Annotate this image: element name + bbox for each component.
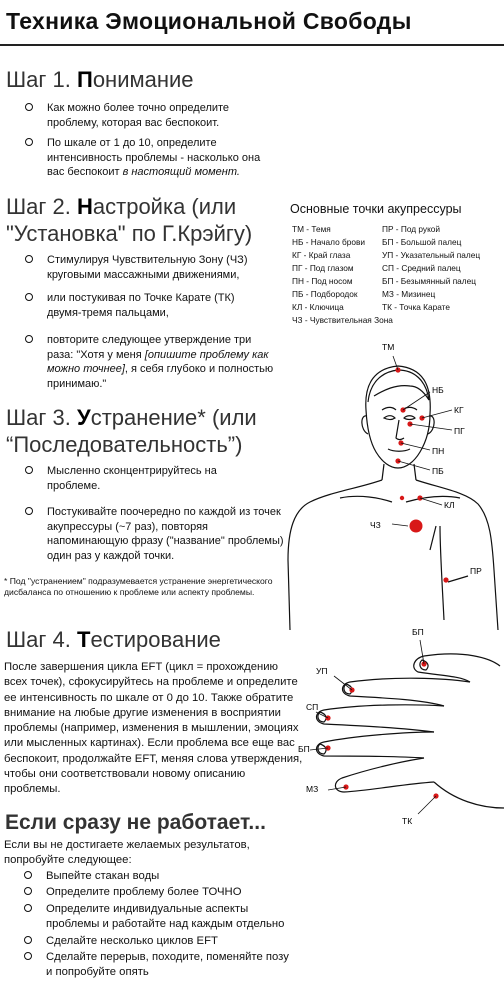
step4-cap: Т — [77, 627, 91, 652]
bullet-dot-icon — [25, 466, 33, 474]
step4-heading — [6, 626, 221, 653]
legend-left-4: ПГ - Под глазом — [292, 263, 354, 273]
legend-left-1: ТМ - Темя — [292, 224, 331, 234]
bullet-dot-icon — [24, 887, 32, 895]
bullet-dot-icon — [24, 904, 32, 912]
label-kl: КЛ — [444, 500, 455, 510]
fail-bullet-text: Определите индивидуальные аспекты проблемы и работайте над каждым отдельно — [46, 903, 285, 931]
label-sp: СП — [306, 702, 319, 712]
step2-heading — [6, 193, 252, 247]
legend-right-3: УП - Указательный палец — [382, 250, 481, 260]
step2-bullet-3 — [47, 333, 277, 391]
step2-bullet-text: повторите следующее утверждение три раза: "Хотя у меня — [47, 334, 252, 361]
legend-left-3: КГ - Край глаза — [292, 250, 351, 260]
step2-rest: астройка (или — [92, 194, 237, 219]
step4-prefix: Шаг 4. — [6, 627, 77, 652]
step1-bullet-1 — [47, 101, 247, 130]
fail-bullet-text: Определите проблему более ТОЧНО — [46, 886, 242, 898]
step3-rest: странение* (или — [90, 405, 257, 430]
body-diagram — [280, 330, 504, 630]
label-tm: ТМ — [382, 342, 395, 352]
legend-left-6: ПБ - Подбородок — [292, 289, 358, 299]
step3-heading-line2: “Последовательность”) — [6, 432, 243, 457]
fail-bullet-5 — [46, 950, 296, 981]
label-kg: КГ — [454, 405, 464, 415]
legend-right-7: ТК - Точка Карате — [382, 302, 450, 312]
label-pb: ПБ — [432, 466, 444, 476]
legend-left-5: ПН - Под носом — [292, 276, 353, 286]
step2-tail: , я себя глубоко и полностью принимаю." — [47, 363, 274, 390]
step1-bullet-text: Как можно более точно определите проблему, которая вас беспокоит. — [47, 102, 230, 129]
bullet-dot-icon — [25, 507, 33, 515]
fail-heading: Если сразу не работает... — [5, 811, 266, 834]
legend-left-7: КЛ - Ключица — [292, 302, 344, 312]
step1-emphasis: в настоящий момент. — [122, 166, 240, 178]
label-chz: ЧЗ — [370, 520, 381, 530]
label-nb: НБ — [432, 385, 444, 395]
step4-rest: естирование — [90, 627, 221, 652]
point-pr — [443, 577, 448, 582]
bullet-dot-icon — [25, 255, 33, 263]
point-chz — [410, 520, 423, 533]
legend-last: ЧЗ - Чувствительная Зона — [292, 315, 393, 325]
step3-bullet-text: Постукивайте поочередно по каждой из точек акупрессуры (~7 раз), повторяя напоминающую фразу ("название" проблемы) один раз у каждой точки. — [47, 506, 284, 562]
label-tk: ТК — [402, 816, 413, 826]
step1-bullet-2 — [47, 136, 277, 180]
step2-bullet-1 — [47, 253, 282, 282]
point-kl-2 — [400, 496, 404, 500]
label-bp1: БП — [412, 627, 424, 637]
legend-right-6: МЗ - Мизинец — [382, 289, 436, 299]
bullet-dot-icon — [25, 138, 33, 146]
label-pr: ПР — [470, 566, 482, 576]
step1-prefix: Шаг 1. — [6, 67, 77, 92]
legend-right-5: БП - Безымянный палец — [382, 276, 477, 286]
legend-right-2: БП - Большой палец — [382, 237, 462, 247]
label-bp2: БП — [298, 744, 310, 754]
fail-bullet-1 — [46, 869, 296, 884]
step4-text: После завершения цикла EFT (цикл = прохождению всех точек), сфокусируйтесь на проблеме и определите ее интенсивность по шкале от 0 до 10. Также обратите внимание на любые другие изменения в восприятии проблемы (например, изменения в мышлении, эмоциях или мысленных картинах). Если проблема все еще вас беспокоит, продолжайте EFT, меняя слова утверждения, чтобы они соответствовали новому описанию проблемы. — [4, 661, 303, 796]
points-title: Основные точки акупрессуры — [290, 202, 462, 216]
step2-heading-line2: "Установка" по Г.Крэйгу) — [6, 221, 253, 246]
bullet-dot-icon — [25, 293, 33, 301]
label-pn: ПН — [432, 446, 445, 456]
hand-diagram — [294, 622, 504, 832]
step1-cap: П — [77, 67, 93, 92]
fail-bullet-3 — [46, 902, 296, 933]
step1-heading — [6, 66, 194, 93]
bullet-dot-icon — [24, 952, 32, 960]
step3-heading — [6, 404, 257, 458]
step2-bullet-text: Стимулируя Чувствительную Зону (ЧЗ) круговыми массажными движениями, — [47, 254, 248, 281]
step2-bullet-text: или постукивая по Точке Карате (ТК) двумя-тремя пальцами, — [47, 292, 235, 319]
fail-bullet-text: Сделайте перерыв, походите, поменяйте позу и попробуйте опять — [46, 951, 289, 979]
legend-right-4: СП - Средний палец — [382, 263, 461, 273]
label-mz: МЗ — [306, 784, 319, 794]
fail-bullet-2 — [46, 885, 296, 900]
fail-bullet-text: Сделайте несколько циклов EFT — [46, 935, 218, 947]
step3-bullet-text: Мысленно сконцентрируйтесь на проблеме. — [47, 465, 217, 492]
label-up: УП — [316, 666, 328, 676]
step3-bullet-1 — [47, 464, 247, 493]
step3-footnote: * Под "устранением" подразумевается устранение энергетического дисбаланса по отношению к проблеме или аспекту проблемы. — [4, 576, 273, 598]
step2-prefix: Шаг 2. — [6, 194, 77, 219]
page-title: Техника Эмоциональной Свободы — [6, 8, 412, 34]
fail-intro: Если вы не достигаете желаемых результатов, попробуйте следующее: — [4, 839, 250, 867]
step2-emphasis: [опишите проблему как можно точнее] — [47, 348, 269, 375]
bullet-dot-icon — [25, 103, 33, 111]
step2-bullet-2 — [47, 291, 272, 320]
step1-bullet-text: По шкале от 1 до 10, определите интенсивность проблемы - насколько она вас беспокоит — [47, 137, 261, 178]
step3-cap: У — [77, 405, 91, 430]
bullet-dot-icon — [24, 871, 32, 879]
title-divider — [0, 44, 504, 46]
legend-right-1: ПР - Под рукой — [382, 224, 441, 234]
label-pg: ПГ — [454, 426, 465, 436]
step3-prefix: Шаг 3. — [6, 405, 77, 430]
step1-rest: онимание — [92, 67, 194, 92]
step2-cap: Н — [77, 194, 93, 219]
legend-left-2: НБ - Начало брови — [292, 237, 366, 247]
body-outline — [288, 366, 498, 630]
bullet-dot-icon — [25, 335, 33, 343]
bullet-dot-icon — [24, 936, 32, 944]
step3-bullet-2 — [47, 505, 287, 563]
fail-bullet-text: Выпейте стакан воды — [46, 870, 160, 882]
fail-bullet-4 — [46, 934, 296, 949]
